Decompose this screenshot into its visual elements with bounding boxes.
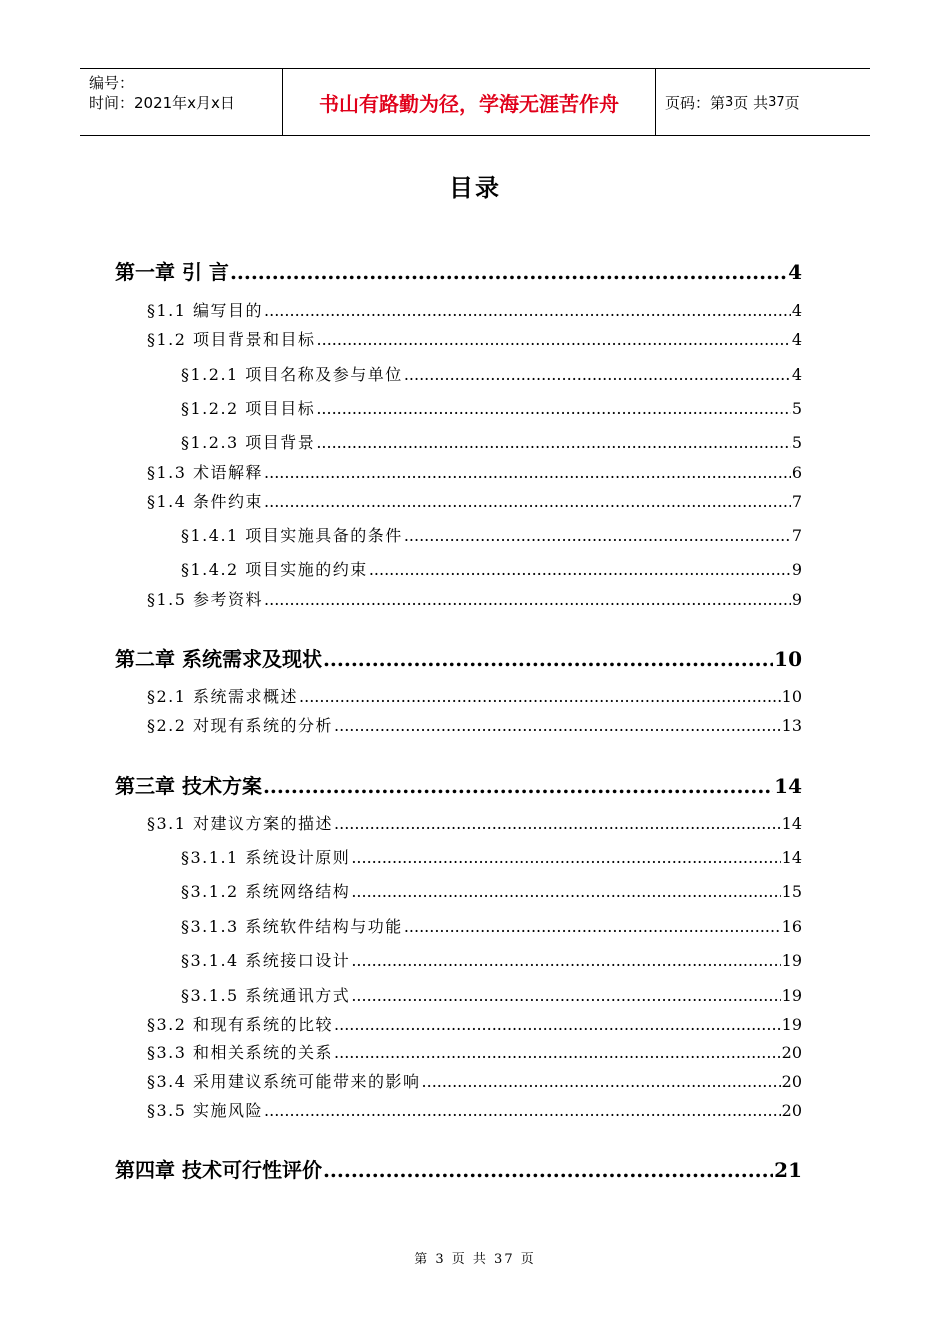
header-page-info (656, 69, 870, 135)
page-number: 3 (725, 94, 734, 110)
toc-leader-dots (264, 301, 791, 320)
toc-leader-dots (316, 433, 791, 452)
toc-leader-dots (334, 1043, 781, 1062)
toc-page-number: 9 (791, 590, 802, 609)
toc-leader-dots (351, 951, 780, 970)
toc-entry-title: §2.1 系统需求概述 (147, 687, 299, 706)
toc-leader-dots (404, 526, 791, 545)
toc-entry-title: §3.3 和相关系统的关系 (147, 1043, 334, 1062)
header-meta (80, 69, 282, 135)
toc-section-entry[interactable] (181, 396, 802, 419)
toc-leader-dots (264, 1101, 781, 1120)
page-total: 37 (768, 94, 785, 110)
toc-leader-dots (351, 848, 780, 867)
toc-leader-dots (264, 492, 791, 511)
toc-entry-title: §1.4.2 项目实施的约束 (181, 560, 368, 579)
toc-section-entry[interactable] (147, 489, 802, 512)
toc-entry-title: §1.4.1 项目实施具备的条件 (181, 526, 403, 545)
toc-entry-title: §3.1 对建议方案的描述 (147, 814, 334, 833)
toc-page-number: 6 (791, 463, 802, 482)
toc-entry-title: §1.2.3 项目背景 (181, 433, 316, 452)
toc-entry-title: §1.3 术语解释 (147, 463, 264, 482)
toc-leader-dots (264, 590, 791, 609)
toc-entry-title: §3.2 和现有系统的比较 (147, 1015, 334, 1034)
toc-leader-dots (264, 463, 791, 482)
toc-leader-dots (263, 774, 773, 798)
toc-leader-dots (230, 260, 787, 284)
toc-page-number: 20 (781, 1043, 802, 1062)
toc-section-entry[interactable] (181, 845, 802, 868)
toc-entry-title: 第二章 系统需求及现状 (115, 647, 322, 671)
toc-section-entry[interactable] (147, 460, 802, 483)
toc-entry-title: §3.1.1 系统设计原则 (181, 848, 351, 867)
toc-page-number: 5 (791, 399, 802, 418)
toc-section-entry[interactable] (181, 914, 802, 937)
toc-leader-dots (323, 1158, 773, 1182)
toc-page-number: 19 (781, 951, 802, 970)
header-motto: 书山有路勤为径，学海无涯苦作舟 (282, 69, 656, 135)
toc-page-number: 13 (781, 716, 802, 735)
toc-page-number: 4 (788, 260, 802, 284)
toc-section-entry[interactable] (181, 362, 802, 385)
toc-leader-dots (404, 917, 781, 936)
document-header (80, 68, 870, 136)
toc-page-number: 5 (791, 433, 802, 452)
toc-section-entry[interactable] (147, 713, 802, 736)
toc-entry-title: 第一章 引 言 (115, 260, 229, 284)
toc-section-entry[interactable] (147, 327, 802, 350)
toc-leader-dots (351, 882, 780, 901)
toc-section-entry[interactable] (147, 1040, 802, 1063)
toc-section-entry[interactable] (181, 948, 802, 971)
toc-leader-dots (369, 560, 791, 579)
number-label: 编号： (89, 74, 135, 92)
toc-leader-dots (422, 1072, 781, 1091)
page-title: 目录 (449, 174, 501, 202)
toc-section-entry[interactable] (147, 587, 802, 610)
toc-page-number: 19 (781, 1015, 802, 1034)
toc-section-entry[interactable] (147, 1012, 802, 1035)
page-footer: 第 3 页 共 37 页 (414, 1252, 536, 1267)
toc-section-entry[interactable] (147, 1069, 802, 1092)
toc-page-number: 10 (774, 647, 802, 671)
page-mid: 页 共 (733, 93, 769, 112)
toc-page-number: 16 (781, 917, 802, 936)
toc-entry-title: §2.2 对现有系统的分析 (147, 716, 334, 735)
toc-page-number: 7 (791, 526, 802, 545)
toc-page-number: 20 (781, 1101, 802, 1120)
toc-page-number: 20 (781, 1072, 802, 1091)
toc-section-entry[interactable] (181, 983, 802, 1006)
toc-leader-dots (351, 986, 780, 1005)
toc-section-entry[interactable] (147, 684, 802, 707)
toc-entry-title: §1.2.2 项目目标 (181, 399, 316, 418)
toc-page-number: 4 (791, 365, 802, 384)
toc-entry-title: §3.1.2 系统网络结构 (181, 882, 351, 901)
toc-entry-title: §1.2.1 项目名称及参与单位 (181, 365, 403, 384)
page-suffix: 页 (784, 93, 800, 112)
toc-section-entry[interactable] (147, 811, 802, 834)
toc-page-number: 9 (791, 560, 802, 579)
toc-page-number: 19 (781, 986, 802, 1005)
toc-section-entry[interactable] (181, 430, 802, 453)
toc-section-entry[interactable] (181, 557, 802, 580)
toc-page-number: 4 (791, 330, 802, 349)
toc-page-number: 7 (791, 492, 802, 511)
toc-page-number: 14 (781, 848, 802, 867)
toc-entry-title: §1.1 编写目的 (147, 301, 264, 320)
toc-section-entry[interactable] (147, 1098, 802, 1121)
toc-entry-title: §3.4 采用建议系统可能带来的影响 (147, 1072, 421, 1091)
toc-leader-dots (334, 814, 781, 833)
toc-page-number: 10 (781, 687, 802, 706)
toc-page-number: 15 (781, 882, 802, 901)
toc-leader-dots (316, 399, 791, 418)
toc-section-entry[interactable] (181, 523, 802, 546)
toc-entry-title: §1.2 项目背景和目标 (147, 330, 316, 349)
toc-leader-dots (317, 330, 791, 349)
toc-entry-title: §3.5 实施风险 (147, 1101, 264, 1120)
toc-chapter-entry[interactable] (115, 643, 802, 672)
toc-page-number: 21 (774, 1158, 802, 1182)
toc-chapter-entry[interactable] (115, 1154, 802, 1183)
toc-chapter-entry[interactable] (115, 256, 802, 285)
toc-leader-dots (323, 647, 773, 671)
toc-leader-dots (334, 716, 781, 735)
toc-leader-dots (404, 365, 791, 384)
toc-section-entry[interactable] (181, 879, 802, 902)
toc-leader-dots (334, 1015, 781, 1034)
toc-section-entry[interactable] (147, 298, 802, 321)
toc-page-number: 14 (774, 774, 802, 798)
toc-entry-title: §3.1.3 系统软件结构与功能 (181, 917, 403, 936)
toc-entry-title: §3.1.4 系统接口设计 (181, 951, 351, 970)
toc-entry-title: §1.5 参考资料 (147, 590, 264, 609)
toc-page-number: 14 (781, 814, 802, 833)
toc-page-number: 4 (791, 301, 802, 320)
toc-leader-dots (299, 687, 781, 706)
page-prefix: 页码：第 (665, 93, 726, 112)
toc-entry-title: §3.1.5 系统通讯方式 (181, 986, 351, 1005)
toc-entry-title: 第三章 技术方案 (115, 774, 262, 798)
toc-chapter-entry[interactable] (115, 770, 802, 799)
toc-entry-title: §1.4 条件约束 (147, 492, 264, 511)
toc-entry-title: 第四章 技术可行性评价 (115, 1158, 322, 1182)
time-label: 时间：2021年x月x日 (89, 94, 235, 112)
